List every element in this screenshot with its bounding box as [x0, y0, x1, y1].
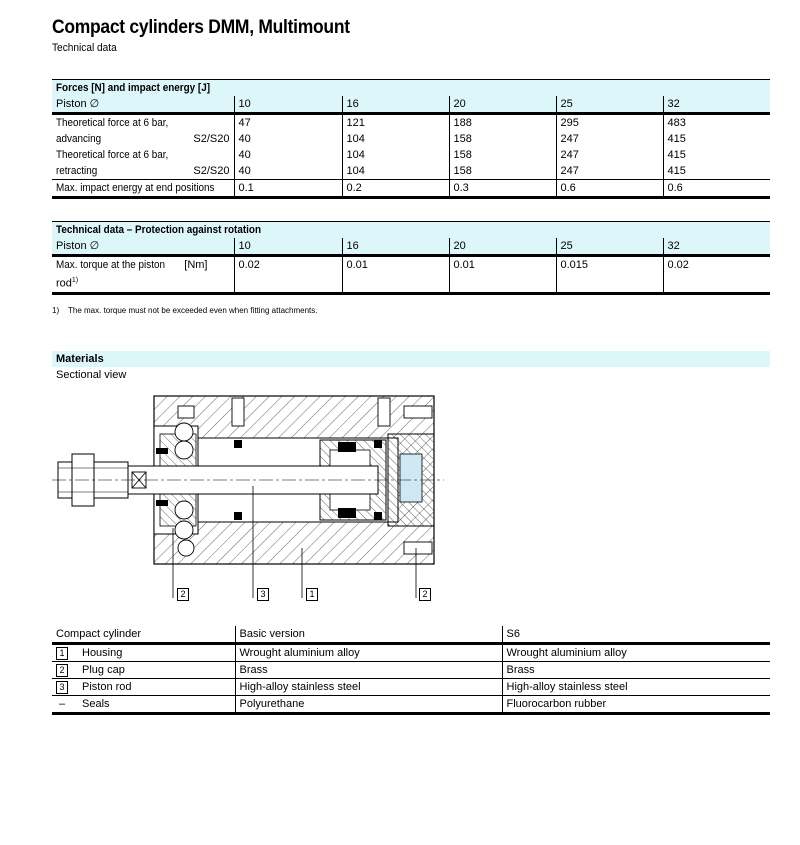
value-cell: 104 [342, 131, 449, 147]
value-cell: 158 [449, 147, 556, 163]
header-cell: Compact cylinder [52, 626, 235, 644]
materials-header-row [52, 626, 770, 644]
row-label: Max. impact energy at end positions [52, 180, 234, 198]
table-row [52, 644, 770, 662]
rotation-table [52, 221, 770, 295]
value-cell: 0.015 [556, 256, 663, 294]
size-cell: 16 [342, 96, 449, 114]
s6-material: Brass [502, 662, 770, 679]
forces-header-row [52, 96, 770, 114]
footnote: 1) The max. torque must not be exceeded even when fitting attachments. [52, 306, 318, 315]
callout-housing: 1 [306, 588, 318, 601]
component-name: Plug cap [82, 664, 125, 676]
row-label: Theoretical force at 6 bar, [56, 149, 169, 161]
s6-material: High-alloy stainless steel [502, 679, 770, 696]
size-cell: 32 [663, 96, 770, 114]
piston-label: Piston ∅ [52, 238, 234, 256]
page-title: Compact cylinders DMM, Multimount [52, 17, 350, 38]
row-label: Max. torque at the piston [Nm] rod$^{1)}$ [52, 256, 234, 294]
size-cell: 25 [556, 238, 663, 256]
basic-material: Brass [235, 662, 502, 679]
table-row [52, 256, 770, 294]
value-cell: 247 [556, 147, 663, 163]
callout-plug-cap: 2 [177, 588, 189, 601]
basic-material: Wrought aluminium alloy [235, 644, 502, 662]
materials-section-title: Materials [52, 351, 770, 367]
piston-label: Piston ∅ [52, 96, 234, 114]
size-cell: 10 [234, 96, 342, 114]
size-cell: 20 [449, 238, 556, 256]
component-name: Housing [82, 647, 123, 659]
size-cell: 25 [556, 96, 663, 114]
value-cell: 47 [234, 114, 342, 132]
page-subtitle: Technical data [52, 42, 117, 54]
materials-table [52, 626, 770, 715]
value-cell: 104 [342, 147, 449, 163]
value-cell: 0.2 [342, 180, 449, 198]
header-cell: Basic version [235, 626, 502, 644]
component-name: Piston rod [82, 681, 132, 693]
value-cell: 415 [663, 131, 770, 147]
value-cell: 188 [449, 114, 556, 132]
forces-table [52, 79, 770, 199]
value-cell: 247 [556, 163, 663, 180]
header-cell: S6 [502, 626, 770, 644]
rotation-header-row [52, 238, 770, 256]
table-row [52, 131, 770, 147]
row-label: advancing S2/S20 [56, 133, 230, 145]
callout-piston-rod: 3 [257, 588, 269, 601]
basic-material: High-alloy stainless steel [235, 679, 502, 696]
value-cell: 0.6 [556, 180, 663, 198]
value-cell: 158 [449, 163, 556, 180]
table-row [52, 696, 770, 714]
rotation-section-title: Technical data – Protection against rotation [52, 222, 770, 239]
value-cell: 415 [663, 147, 770, 163]
value-cell: 0.1 [234, 180, 342, 198]
size-cell: 16 [342, 238, 449, 256]
value-cell: 104 [342, 163, 449, 180]
value-cell: 415 [663, 163, 770, 180]
table-row [52, 180, 770, 198]
sectional-view-label: Sectional view [56, 369, 127, 381]
table-row [52, 163, 770, 180]
table-row [52, 679, 770, 696]
table-row [52, 662, 770, 679]
value-cell: 0.01 [449, 256, 556, 294]
value-cell: 295 [556, 114, 663, 132]
row-label: retracting S2/S20 [52, 163, 234, 180]
row-number: 2 [56, 664, 68, 677]
table-row [52, 114, 770, 132]
s6-material: Wrought aluminium alloy [502, 644, 770, 662]
row-label: Theoretical force at 6 bar, [56, 117, 169, 129]
forces-section-title: Forces [N] and impact energy [J] [52, 80, 770, 97]
value-cell: 483 [663, 114, 770, 132]
value-cell: 121 [342, 114, 449, 132]
value-cell: 0.01 [342, 256, 449, 294]
value-cell: 0.02 [663, 256, 770, 294]
value-cell: 0.6 [663, 180, 770, 198]
value-cell: 40 [234, 163, 342, 180]
row-number: 3 [56, 681, 68, 694]
basic-material: Polyurethane [235, 696, 502, 714]
size-cell: 20 [449, 96, 556, 114]
value-cell: 247 [556, 131, 663, 147]
sectional-view-drawing [48, 388, 448, 604]
component-name: Seals [82, 698, 110, 710]
value-cell: 0.3 [449, 180, 556, 198]
value-cell: 40 [234, 131, 342, 147]
row-number: 1 [56, 647, 68, 660]
value-cell: 40 [234, 147, 342, 163]
s6-material: Fluorocarbon rubber [502, 696, 770, 714]
table-row [52, 147, 770, 163]
callout-plug-cap: 2 [419, 588, 431, 601]
row-number: – [58, 698, 66, 710]
value-cell: 0.02 [234, 256, 342, 294]
size-cell: 10 [234, 238, 342, 256]
size-cell: 32 [663, 238, 770, 256]
value-cell: 158 [449, 131, 556, 147]
